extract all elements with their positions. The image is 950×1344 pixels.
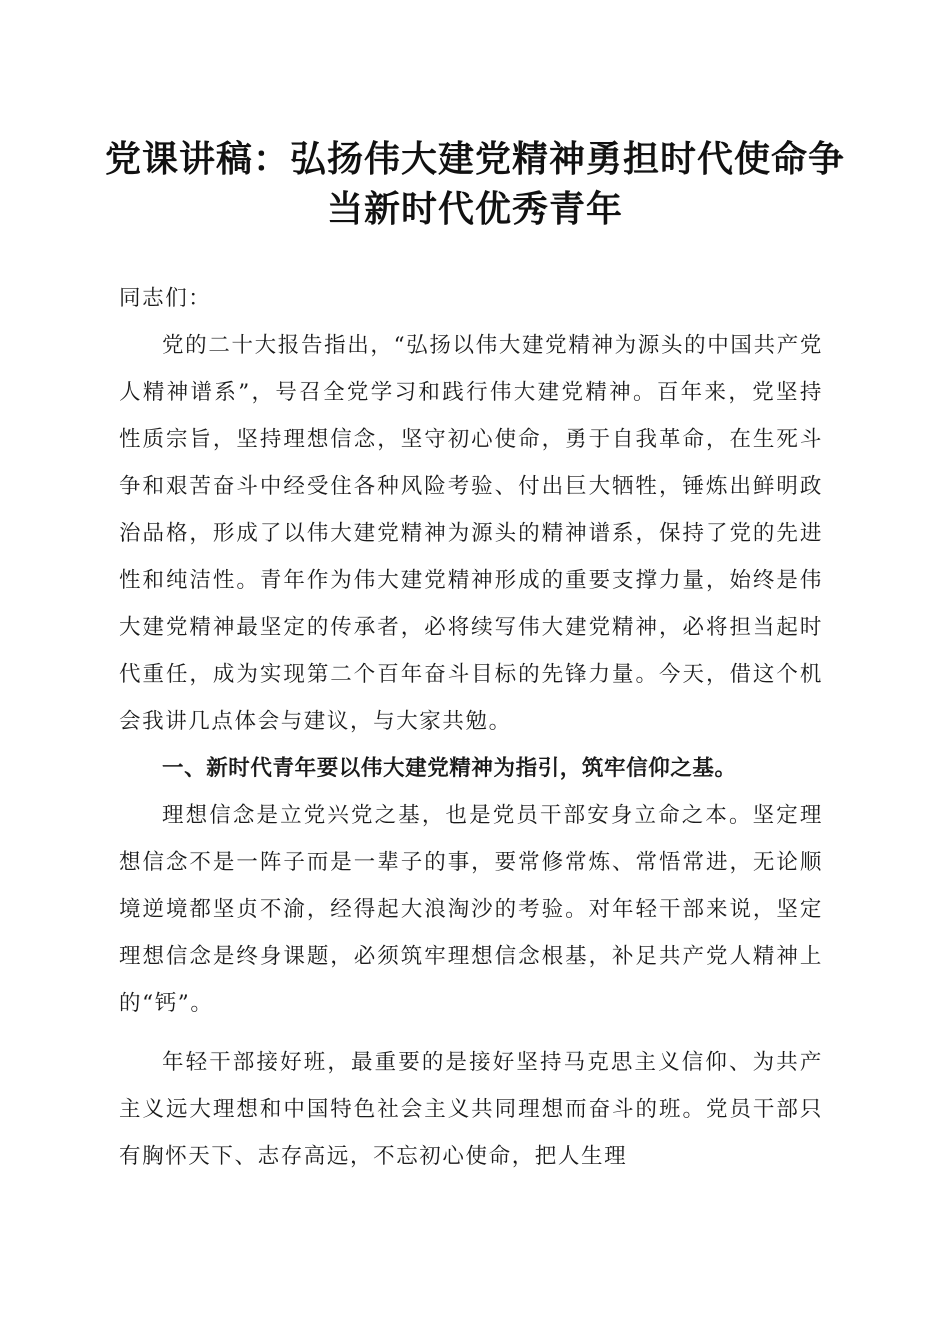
salutation: 同志们：: [119, 286, 212, 311]
section-heading-1: 一、新时代青年要以伟大建党精神为指引，筑牢信仰之基。: [162, 756, 737, 781]
document-body: [119, 275, 823, 1180]
paragraph-succession: 年轻干部接好班，最重要的是接好坚持马克思主义信仰、为共产主义远大理想和中国特色社会主义共同理想而奋斗的班。党员干部只有胸怀天下、志存高远，不忘初心使命，把人生理: [119, 1050, 823, 1169]
paragraph-ideals: 理想信念是立党兴党之基，也是党员干部安身立命之本。坚定理想信念不是一阵子而是一辈子的事，要常修常炼、常悟常进，无论顺境逆境都坚贞不渝，经得起大浪淘沙的考验。对年轻干部来说，坚定理想信念是终身课题，必须筑牢理想信念根基，补足共产党人精神上的“钙”。: [119, 803, 823, 1016]
document-title: 党课讲稿：弘扬伟大建党精神勇担时代使命争当新时代优秀青年: [104, 138, 845, 230]
paragraph-intro: 党的二十大报告指出，“弘扬以伟大建党精神为源头的中国共产党人精神谱系”，号召全党学习和践行伟大建党精神。百年来，党坚持性质宗旨，坚持理想信念，坚守初心使命，勇于自我革命，在生死斗争和艰苦奋斗中经受住各种风险考验、付出巨大牺牲，锤炼出鲜明政治品格，形成了以伟大建党精神为源头的精神谱系，保持了党的先进性和纯洁性。青年作为伟大建党精神形成的重要支撑力量，始终是伟大建党精神最坚定的传承者，必将续写伟大建党精神，必将担当起时代重任，成为实现第二个百年奋斗目标的先锋力量。今天，借这个机会我讲几点体会与建议，与大家共勉。: [119, 333, 823, 734]
